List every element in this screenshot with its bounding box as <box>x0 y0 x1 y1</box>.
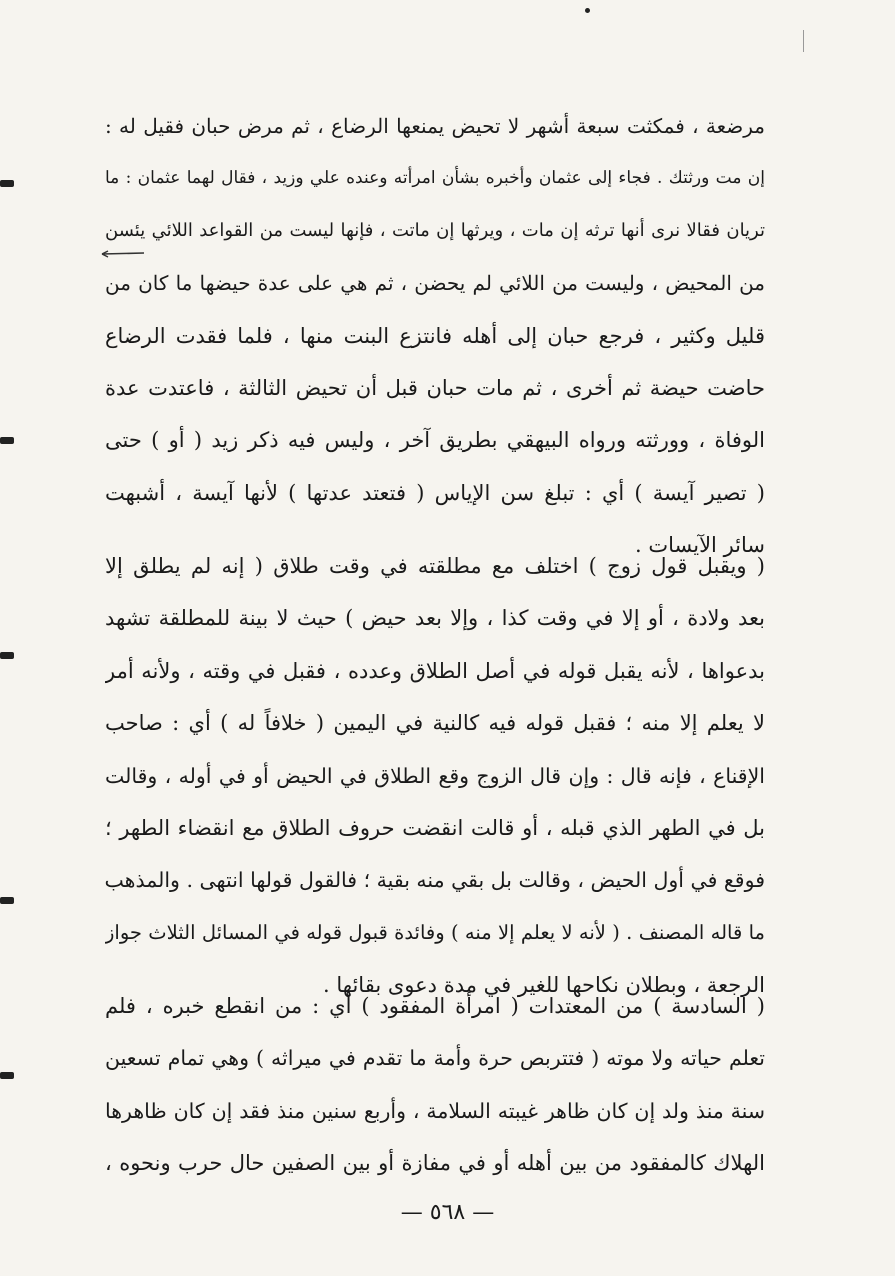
text-line: ( السادسة ) من المعتدات ( امرأة المفقود ) أي : من انقطع خبره ، فلم <box>105 994 765 1018</box>
text-line: لا يعلم إلا منه ؛ فقبل قوله فيه كالنية في اليمين ( خلافاً له ) أي : صاحب <box>105 711 765 736</box>
text-line: بعد ولادة ، أو إلا في وقت كذا ، وإلا بعد حيض ) حيث لا بينة للمطلقة تشهد <box>105 606 765 631</box>
margin-mark <box>0 652 14 659</box>
text-line: تعلم حياته ولا موته ( فتتربص حرة وأمة ما تقدم في ميراثه ) وهي تمام تسعين <box>105 1046 765 1071</box>
margin-mark <box>0 180 14 187</box>
text-line: سنة منذ ولد إن كان ظاهر غيبته السلامة ، وأربع سنين منذ فقد إن كان ظاهرها <box>105 1098 765 1123</box>
text-line: مرضعة ، فمكثت سبعة أشهر لا تحيض يمنعها الرضاع ، ثم مرض حبان فقيل له : <box>105 114 765 138</box>
text-line: ( تصير آيسة ) أي : تبلغ سن الإياس ( فتعتد عدتها ) لأنها آيسة ، أشبهت <box>105 480 765 505</box>
margin-mark <box>0 1072 14 1079</box>
text-line: فوقع في أول الحيض ، وقالت بل بقي منه بقية ؛ فالقول قولها انتهى . والمذهب <box>105 868 765 893</box>
ink-dot <box>585 8 590 13</box>
text-line: حاضت حيضة ثم أخرى ، ثم مات حبان قبل أن تحيض الثالثة ، فاعتدت عدة <box>105 376 765 401</box>
page-number: — ٥٦٨ — <box>400 1200 495 1225</box>
scan-artifact-line <box>803 30 804 52</box>
paragraph-3 <box>105 980 765 1190</box>
text-line: الهلاك كالمفقود من بين أهله أو في مفازة أو بين الصفين حال حرب ونحوه ، <box>105 1151 765 1176</box>
text-line: سائر الآيسات . <box>634 533 765 558</box>
margin-mark <box>0 897 14 904</box>
text-line: قليل وكثير ، فرجع حبان إلى أهله فانتزع البنت منها ، فلما فقدت الرضاع <box>105 323 765 348</box>
text-line: الرجعة ، وبطلان نكاحها للغير في مدة دعوى بقائها . <box>323 973 765 998</box>
text-line: بل في الطهر الذي قبله ، أو قالت انقضت حروف الطلاق مع انقضاء الطهر ؛ <box>105 816 765 841</box>
text-line: ( ويقبل قول زوج ) اختلف مع مطلقته في وقت طلاق ( إنه لم يطلق إلا <box>105 554 765 578</box>
paragraph-2 <box>105 540 765 1012</box>
margin-mark <box>0 437 14 444</box>
text-line: الإقناع ، فإنه قال : وإن قال الزوج وقع الطلاق في الحيض أو في أوله ، وقالت <box>105 763 765 788</box>
text-line: الوفاة ، وورثته ورواه البيهقي بطريق آخر ، وليس فيه ذكر زيد ( أو ) حتى <box>105 428 765 453</box>
text-line: بدعواها ، لأنه يقبل قوله في أصل الطلاق وعدده ، فقبل في وقته ، ولأنه أمر <box>105 658 765 683</box>
text-line: من المحيض ، وليست من اللائي لم يحضن ، ثم هي على عدة حيضها ما كان من <box>105 271 765 296</box>
text-line: تريان فقالا نرى أنها ترثه إن مات ، ويرثها إن ماتت ، فإنها ليست من القواعد اللائي يئسن <box>105 219 765 241</box>
text-line: إن مت ورثتك . فجاء إلى عثمان وأخبره بشأن امرأته وعنده علي وزيد ، فقال لهما عثمان : ما <box>105 168 765 189</box>
paragraph-1 <box>105 100 765 572</box>
text-line: ما قاله المصنف . ( لأنه لا يعلم إلا منه ) وفائدة قبول قوله في المسائل الثلاث جواز <box>105 920 765 944</box>
